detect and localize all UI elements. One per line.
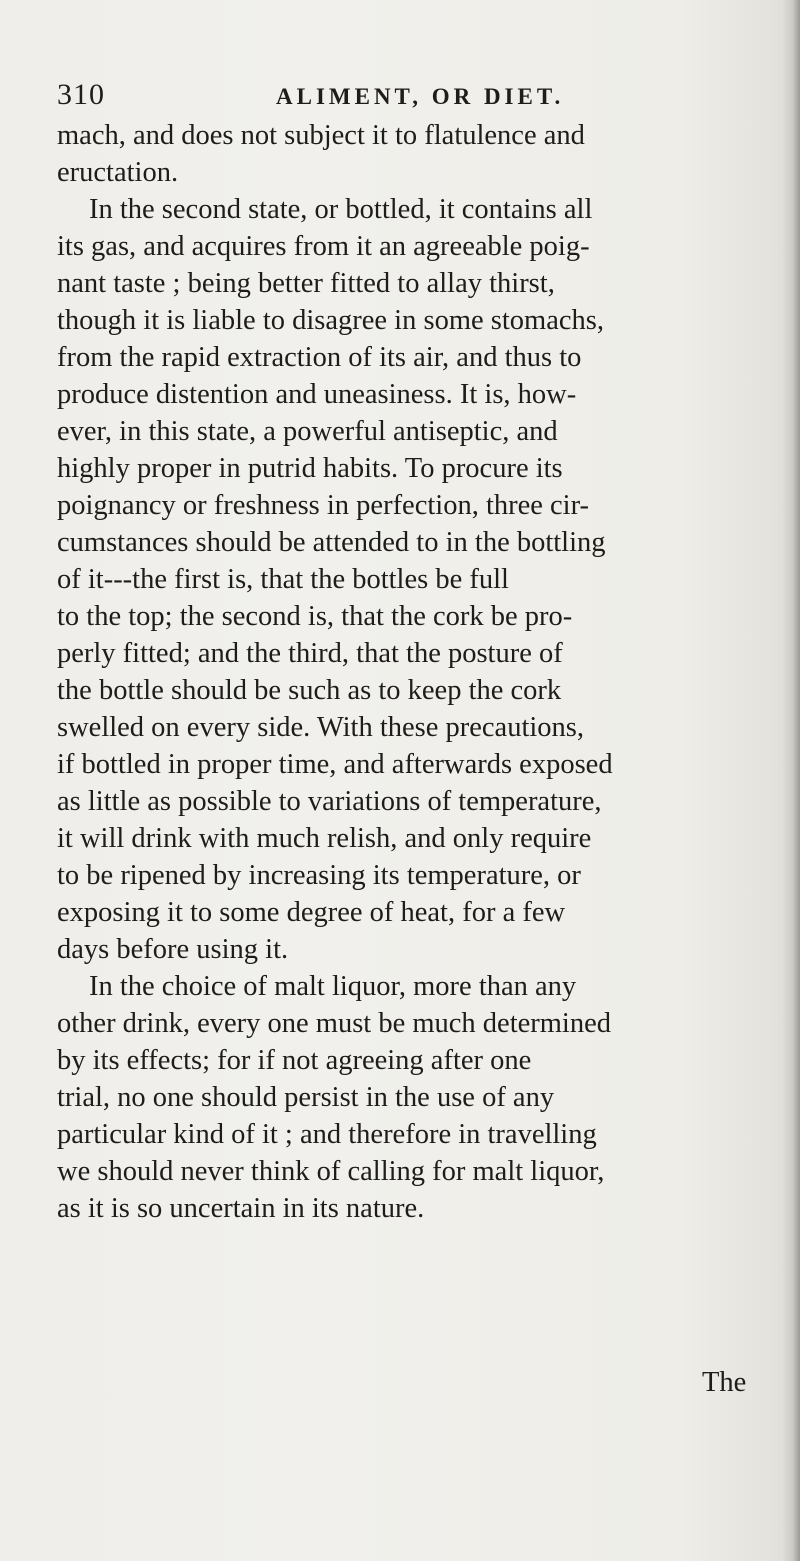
text-line: poignancy or freshness in perfection, three cir-	[57, 490, 590, 521]
text-line: In the choice of malt liquor, more than any	[89, 971, 577, 1002]
text-line: In the second state, or bottled, it contains all	[89, 194, 593, 225]
catchword: The	[702, 1367, 747, 1398]
text-line: if bottled in proper time, and afterwards exposed	[57, 749, 613, 780]
text-line: as it is so uncertain in its nature.	[57, 1193, 425, 1224]
text-line: perly fitted; and the third, that the posture of	[57, 638, 563, 669]
text-line: produce distention and uneasiness. It is, how-	[57, 379, 577, 410]
text-line: highly proper in putrid habits. To procure its	[57, 453, 563, 484]
text-line: swelled on every side. With these precautions,	[57, 712, 585, 743]
text-line: though it is liable to disagree in some stomachs,	[57, 305, 604, 336]
text-line: to be ripened by increasing its temperature, or	[57, 860, 581, 891]
text-line: it will drink with much relish, and only require	[57, 823, 592, 854]
text-line: nant taste ; being better fitted to allay thirst,	[57, 268, 555, 299]
text-line: ever, in this state, a powerful antiseptic, and	[57, 416, 558, 447]
text-line: its gas, and acquires from it an agreeable poig-	[57, 231, 590, 262]
text-line: cumstances should be attended to in the bottling	[57, 527, 606, 558]
text-line: the bottle should be such as to keep the cork	[57, 675, 562, 706]
page-edge-shadow	[782, 0, 800, 1561]
text-line: we should never think of calling for malt liquor,	[57, 1156, 605, 1187]
text-line: exposing it to some degree of heat, for a few	[57, 897, 566, 928]
text-line: as little as possible to variations of temperature,	[57, 786, 602, 817]
text-line: of it---the first is, that the bottles be full	[57, 564, 509, 595]
page-header	[57, 78, 757, 118]
text-line: trial, no one should persist in the use of any	[57, 1082, 555, 1113]
text-line: from the rapid extraction of its air, and thus to	[57, 342, 582, 373]
page-number: 310	[57, 78, 105, 111]
text-line: mach, and does not subject it to flatulence and	[57, 120, 585, 151]
text-line: eructation.	[57, 157, 179, 188]
text-line: by its effects; for if not agreeing after one	[57, 1045, 532, 1076]
body-text	[57, 117, 767, 1227]
running-head: ALIMENT, OR DIET.	[276, 84, 565, 109]
text-line: particular kind of it ; and therefore in travelling	[57, 1119, 597, 1150]
text-line: to the top; the second is, that the cork be pro-	[57, 601, 573, 632]
text-line: other drink, every one must be much determined	[57, 1008, 611, 1039]
text-line: days before using it.	[57, 934, 289, 965]
